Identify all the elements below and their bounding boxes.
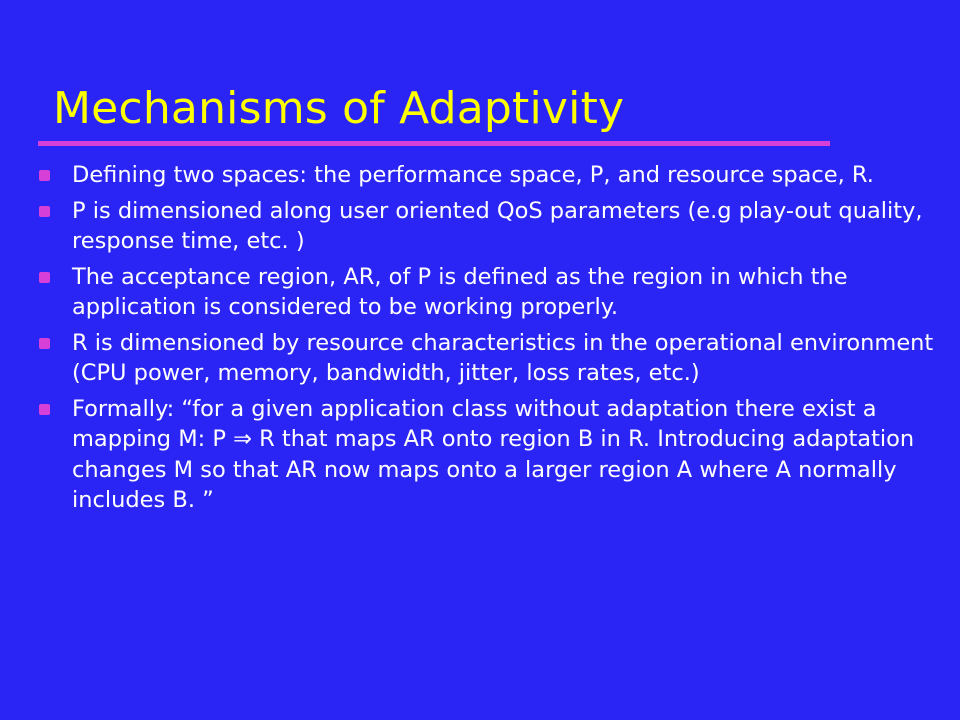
bullet-item — [0, 262, 960, 323]
square-bullet-icon — [39, 272, 50, 283]
bullet-text: P is dimensioned along user oriented QoS parameters (e.g play-out quality, response time, etc. ) — [72, 197, 923, 254]
bullet-item — [0, 196, 960, 257]
square-bullet-icon — [39, 404, 50, 415]
bullet-item — [0, 328, 960, 389]
bullet-item — [0, 394, 960, 516]
slide-title: Mechanisms of Adaptivity — [53, 83, 625, 134]
bullet-item — [0, 160, 960, 191]
square-bullet-icon — [39, 338, 50, 349]
bullet-text: The acceptance region, AR, of P is defined as the region in which the application is considered to be working properly. — [72, 263, 848, 320]
title-underline — [38, 141, 830, 146]
bullet-list — [0, 160, 960, 521]
square-bullet-icon — [39, 206, 50, 217]
bullet-text: R is dimensioned by resource characteristics in the operational environment (CPU power, memory, bandwidth, jitter, loss rates, etc.) — [72, 329, 934, 386]
bullet-text: Defining two spaces: the performance space, P, and resource space, R. — [72, 162, 874, 188]
square-bullet-icon — [39, 170, 50, 181]
bullet-text: Formally: “for a given application class without adaptation there exist a mapping M: P ⇒ R that maps AR onto region B in R. Introducing adaptation changes M so that AR now maps onto a larger region A where A normally includes B. ” — [72, 395, 915, 513]
